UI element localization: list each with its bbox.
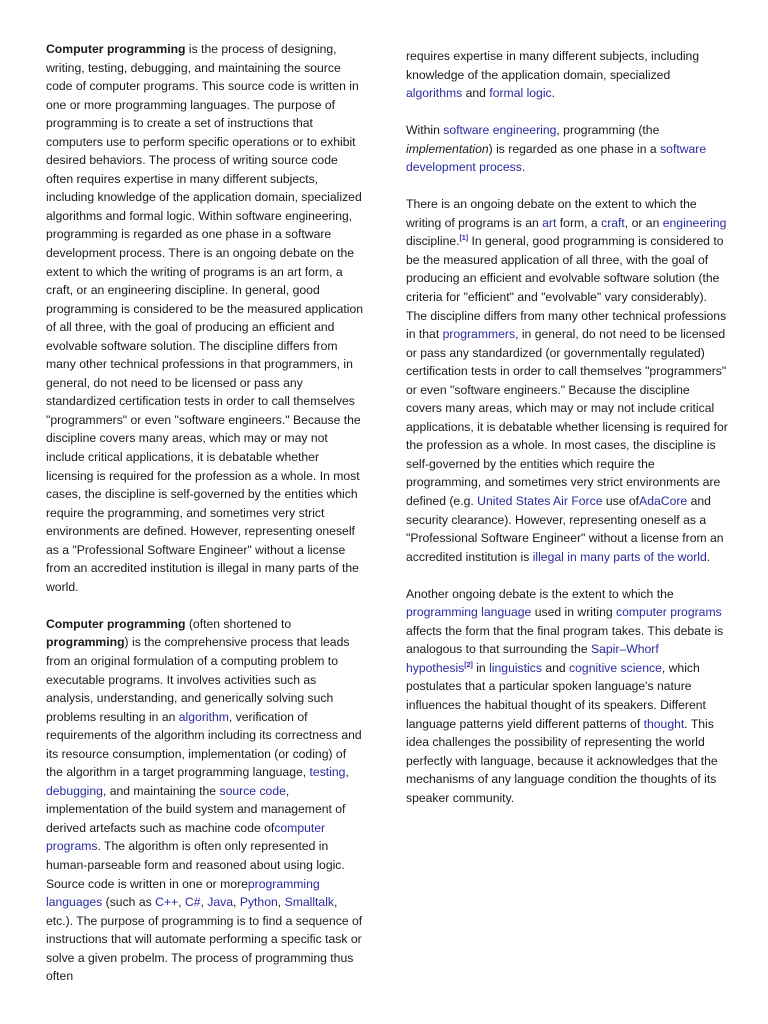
text: . xyxy=(521,160,526,175)
text: (often shortened to xyxy=(185,616,292,631)
link-debugging[interactable]: debugging xyxy=(46,783,103,798)
link-linguistics[interactable]: linguistics xyxy=(489,660,542,675)
text: Another ongoing debate is the extent to which the xyxy=(406,586,674,601)
text: . xyxy=(551,86,556,101)
right-paragraph-4 xyxy=(406,585,728,808)
text: . The algorithm is often only represented in human-parseable form and reasoned about using logic. Source code is written in one or more xyxy=(46,839,345,891)
text: form, a xyxy=(556,215,602,230)
link-cognitive-science[interactable]: cognitive science xyxy=(569,660,662,675)
link-testing[interactable]: testing xyxy=(309,765,346,780)
link-thought[interactable]: thought xyxy=(643,716,685,731)
text: , xyxy=(277,895,285,910)
text: . This idea challenges the possibility of representing the world perfectly with language, because it acknowledges that the mechanisms of any language condition the thoughts of its speaker community. xyxy=(406,716,718,805)
text: , in general, do not need to be licensed or pass any standardized (or governmentally regulated) certification tests in order to call themselves "programmers" or even "software engineers." Because the discipline covers many areas, which may or may not include critical applications, it is debatable whether licensing is required for the profession as a whole. In most cases, the discipline is self-governed by the entities which require the programming, and sometimes very strict environments are defined (e.g. xyxy=(406,327,728,509)
text: , implementation of the build system and management of derived artefacts such as machine code of xyxy=(46,783,346,835)
text: , xyxy=(345,765,349,780)
link-programming-language[interactable]: programming language xyxy=(406,605,532,620)
text: . xyxy=(706,549,711,564)
text: (such as xyxy=(102,895,156,910)
text: affects the form that the final program takes. This debate is analogous to that surrounding the xyxy=(406,623,724,657)
text: , which postulates that a particular spoken language's nature influences the habitual thought of its speakers. Different language patterns yield different patterns of xyxy=(406,660,706,731)
left-paragraph-2 xyxy=(46,615,364,986)
link-engineering[interactable]: engineering xyxy=(662,215,727,230)
text: , etc.). The purpose of programming is to find a sequence of instructions that will automate performing a specific task or solve a given probelm. The process of programming thus often xyxy=(46,895,363,984)
reference-2[interactable]: [2] xyxy=(464,661,473,669)
text: , or an xyxy=(624,215,663,230)
right-paragraph-3 xyxy=(406,195,728,566)
text: and xyxy=(462,86,490,101)
link-formal-logic[interactable]: formal logic xyxy=(489,86,552,101)
text: In general, good programming is considered to be the measured application of all three, with the goal of producing an efficient and evolvable software solution (the criteria for "efficient" and "evolvable" vary considerably). The discipline differs from many other technical professions in that xyxy=(406,234,727,342)
link-craft[interactable]: craft xyxy=(601,215,625,230)
text: discipline. xyxy=(406,234,460,249)
term: Computer programming xyxy=(46,42,186,56)
link-computer-programs[interactable]: computer programs xyxy=(46,820,326,854)
text: , xyxy=(200,895,208,910)
link-algorithm[interactable]: algorithm xyxy=(178,709,229,724)
link-software-development-process[interactable]: software development process xyxy=(406,141,707,175)
emphasis: implementation xyxy=(406,141,489,156)
text: , xyxy=(178,895,185,910)
text: used in writing xyxy=(531,605,617,620)
link-software-engineering[interactable]: software engineering xyxy=(443,123,557,138)
text: and xyxy=(541,660,570,675)
text: Within xyxy=(406,123,444,138)
link-source-code[interactable]: source code xyxy=(219,783,286,798)
link-adacore[interactable]: AdaCore xyxy=(639,494,688,509)
text: , programming (the xyxy=(556,123,660,138)
link-algorithms[interactable]: algorithms xyxy=(406,86,463,101)
text: , xyxy=(233,895,240,910)
term: Computer programming xyxy=(46,616,186,631)
text: in xyxy=(472,660,490,675)
link-cpp[interactable]: C++ xyxy=(155,895,179,910)
right-paragraph-2 xyxy=(406,121,728,177)
link-programming-languages[interactable]: programming languages xyxy=(46,876,320,910)
reference-1[interactable]: [1] xyxy=(459,235,469,243)
link-usaf[interactable]: United States Air Force xyxy=(477,494,603,509)
text: ) is the comprehensive process that leads from an original formulation of a computing problem to executable programs. It involves activities such as analysis, understanding, and generically solving such problems resulting in an xyxy=(46,635,350,724)
text: ) is regarded as one phase in a xyxy=(488,141,661,156)
text: and security clearance). However, representing oneself as a "Professional Software Engineer" without a license from an accredited institution is xyxy=(406,494,724,564)
paragraph-text: is the process of designing, writing, testing, debugging, and maintaining the source code of computer programs. This source code is written in one or more programming languages. The purpose of programming is to create a set of instructions that computers use to perform specific operations or to exhibit desired behaviors. The process of writing source code often requires expertise in many different subjects, including knowledge of the application domain, specialized algorithms and formal logic. Within software engineering, programming is regarded as one phase in a software development process. There is an ongoing debate on the extent to which the writing of programs is an art form, a craft, or an engineering discipline. In general, good programming is considered to be the measured application of all three, with the goal of producing an efficient and evolvable software solution. The discipline differs from many other technical professions in that programmers, in general, do not need to be licensed or pass any standardized certification tests in order to call themselves "programmers" or even "software engineers." Because the discipline covers many areas, which may or may not include critical applications, it is debatable whether licensing is required for the profession as a whole. In most cases, the discipline is self-governed by the entities which require the programming, and sometimes very strict environments are defined. However, representing oneself as a "Professional Software Engineer" without a license from an accredited institution is illegal in many parts of the world. xyxy=(46,42,364,594)
term: programming xyxy=(46,635,125,650)
link-illegal[interactable]: illegal in many parts of the world xyxy=(532,549,707,564)
left-paragraph-1 xyxy=(46,40,364,596)
link-python[interactable]: Python xyxy=(239,895,278,910)
right-column xyxy=(406,47,728,826)
link-csharp[interactable]: C# xyxy=(184,895,201,910)
link-sapir-whorf[interactable]: Sapir–Whorf hypothesis xyxy=(406,642,659,675)
right-paragraph-1 xyxy=(406,47,728,103)
text: , and maintaining the xyxy=(102,783,220,798)
text: requires expertise in many different subjects, including knowledge of the application domain, specialized xyxy=(406,49,700,82)
link-smalltalk[interactable]: Smalltalk xyxy=(284,895,335,910)
left-column xyxy=(46,40,364,1004)
text: There is an ongoing debate on the extent to which the writing of programs is an xyxy=(406,197,697,230)
link-computer-programs[interactable]: computer programs xyxy=(616,605,722,620)
link-java[interactable]: Java xyxy=(207,895,234,910)
link-art[interactable]: art xyxy=(542,215,557,230)
text: , verification of requirements of the algorithm including its correctness and its resource consumption, implementation (or coding) of the algorithm in a target programming language, xyxy=(46,709,362,780)
text: use of xyxy=(602,494,640,509)
link-programmers[interactable]: programmers xyxy=(442,327,516,342)
